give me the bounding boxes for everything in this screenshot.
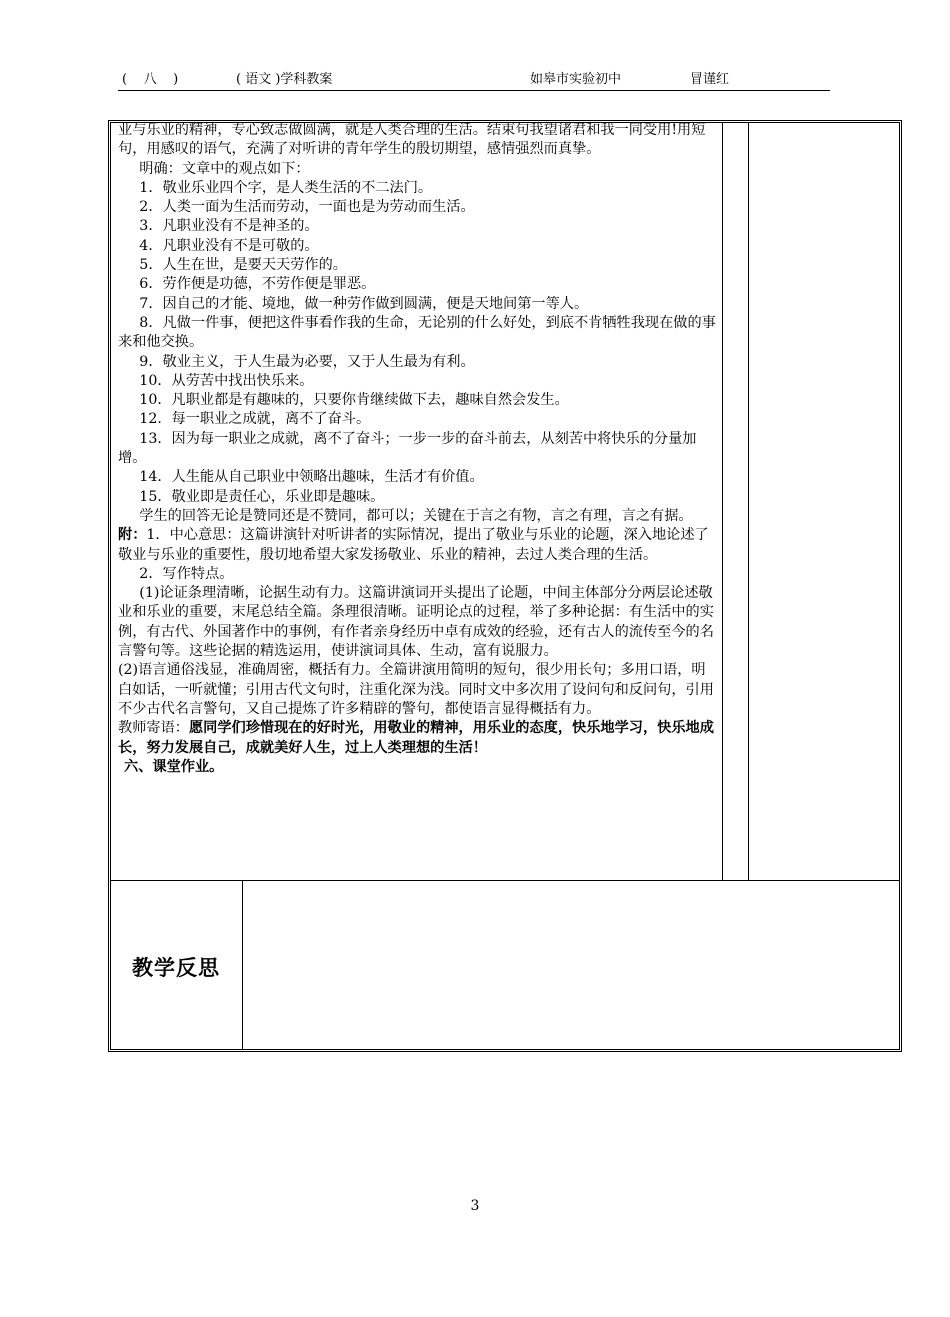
page-header: [118, 70, 830, 91]
list-item: 6．劳作便是功德，不劳作便是罪恶。: [139, 276, 376, 293]
list-item: 3．凡职业没有不是神圣的。: [139, 218, 319, 235]
appendix-text: 1．中心意思：这篇讲演针对听讲者的实际情况，提出了敬业与乐业的论题，深入地论述了敬业与乐业的重要性，殷切地希望大家发扬敬业、乐业的精神，去过人类合理的生活。: [118, 527, 709, 563]
list-item: 1．敬业乐业四个字，是人类生活的不二法门。: [139, 179, 433, 196]
appendix-label: 附：: [118, 527, 147, 544]
list-item: 8．凡做一件事，便把这件事看作我的生命，无论别的什么好处，到底不肯牺牲我现在做的事来和他交换。: [118, 314, 716, 351]
paragraph: [118, 719, 718, 758]
list-item: 12．每一职业之成就，离不了奋斗。: [139, 411, 371, 428]
paragraph: 明确：文章中的观点如下：: [139, 160, 310, 177]
list-item: 14．人生能从自己职业中领略出趣味，生活才有价值。: [139, 469, 484, 486]
paragraph: (1)论证条理清晰，论据生动有力。这篇讲演词开头提出了论题，中间主体部分分两层论述敬业和乐业的重要，末尾总结全篇。条理很清晰。证明论点的过程，举了多种论据：有生活中的实例，有古代、外国著作中的事例，有作者亲身经历中卓有成效的经验，还有古人的流传至今的名言警句等。这些论据的精选运用，使讲演词具体、生动，富有说服力。: [118, 585, 714, 660]
paragraph: 学生的回答无论是赞同还是不赞同，都可以；关键在于言之有物，言之有理，言之有据。: [139, 507, 693, 524]
list-item: 9．敬业主义，于人生最为必要，又于人生最为有利。: [139, 353, 475, 370]
message-label: 教师寄语：: [118, 720, 189, 737]
paragraph: [118, 526, 718, 565]
table-divider: [748, 122, 749, 880]
page-number: 3: [470, 1198, 480, 1214]
teacher-message: 愿同学们珍惜现在的好时光，用敬业的精神，用乐业的态度，快乐地学习，快乐地成长，努力发展自己，成就美好人生，过上人类理想的生活！: [118, 720, 714, 756]
list-item: 10．从劳苦中找出快乐来。: [139, 372, 314, 389]
list-item: 15．敬业即是责任心，乐业即是趣味。: [139, 488, 385, 505]
list-item: 7．因自己的才能、境地，做一种劳作做到圆满，便是天地间第一等人。: [139, 295, 589, 312]
paragraph: 业与乐业的精神，专心致志做圆满，就是人类合理的生活。结束句我望诸君和我一同受用!用短句，用感叹的语气，充满了对听讲的青年学生的殷切期望，感情强烈而真挚。: [118, 122, 706, 158]
section-heading: 六、课堂作业。: [124, 758, 224, 775]
table-divider: [722, 122, 723, 880]
table-divider: [110, 880, 900, 881]
list-item: 5．人生在世，是要天天劳作的。: [139, 257, 347, 274]
list-item: 10．凡职业都是有趣味的，只要你肯继续做下去，趣味自然会发生。: [139, 392, 569, 409]
header-teacher: 冒谨红: [690, 72, 730, 87]
reflection-label: 教学反思: [132, 955, 220, 980]
paragraph: (2)语言通俗浅显，准确周密，概括有力。全篇讲演用简明的短句，很少用长句；多用口语，明白如话，一听就懂；引用古代文句时，注重化深为浅。同时文中多次用了设问句和反问句，引用不少古代名言警句，又自己提炼了许多精辟的警句，都使语言显得概括有力。: [118, 662, 714, 717]
header-grade: ( 八 ): [122, 72, 179, 87]
header-subject: ( 语文 )学科教案: [236, 72, 333, 87]
table-divider: [242, 880, 243, 1050]
paragraph: 2．写作特点。: [139, 565, 234, 582]
header-school: 如皋市实验初中: [530, 72, 622, 87]
list-item: 2．人类一面为生活而劳动，一面也是为劳动而生活。: [139, 199, 475, 216]
list-item: 13．因为每一职业之成就，离不了奋斗；一步一步的奋斗前去，从刻苦中将快乐的分量加增。: [118, 430, 697, 467]
lesson-content: [118, 121, 718, 777]
list-item: 4．凡职业没有不是可敬的。: [139, 237, 319, 254]
